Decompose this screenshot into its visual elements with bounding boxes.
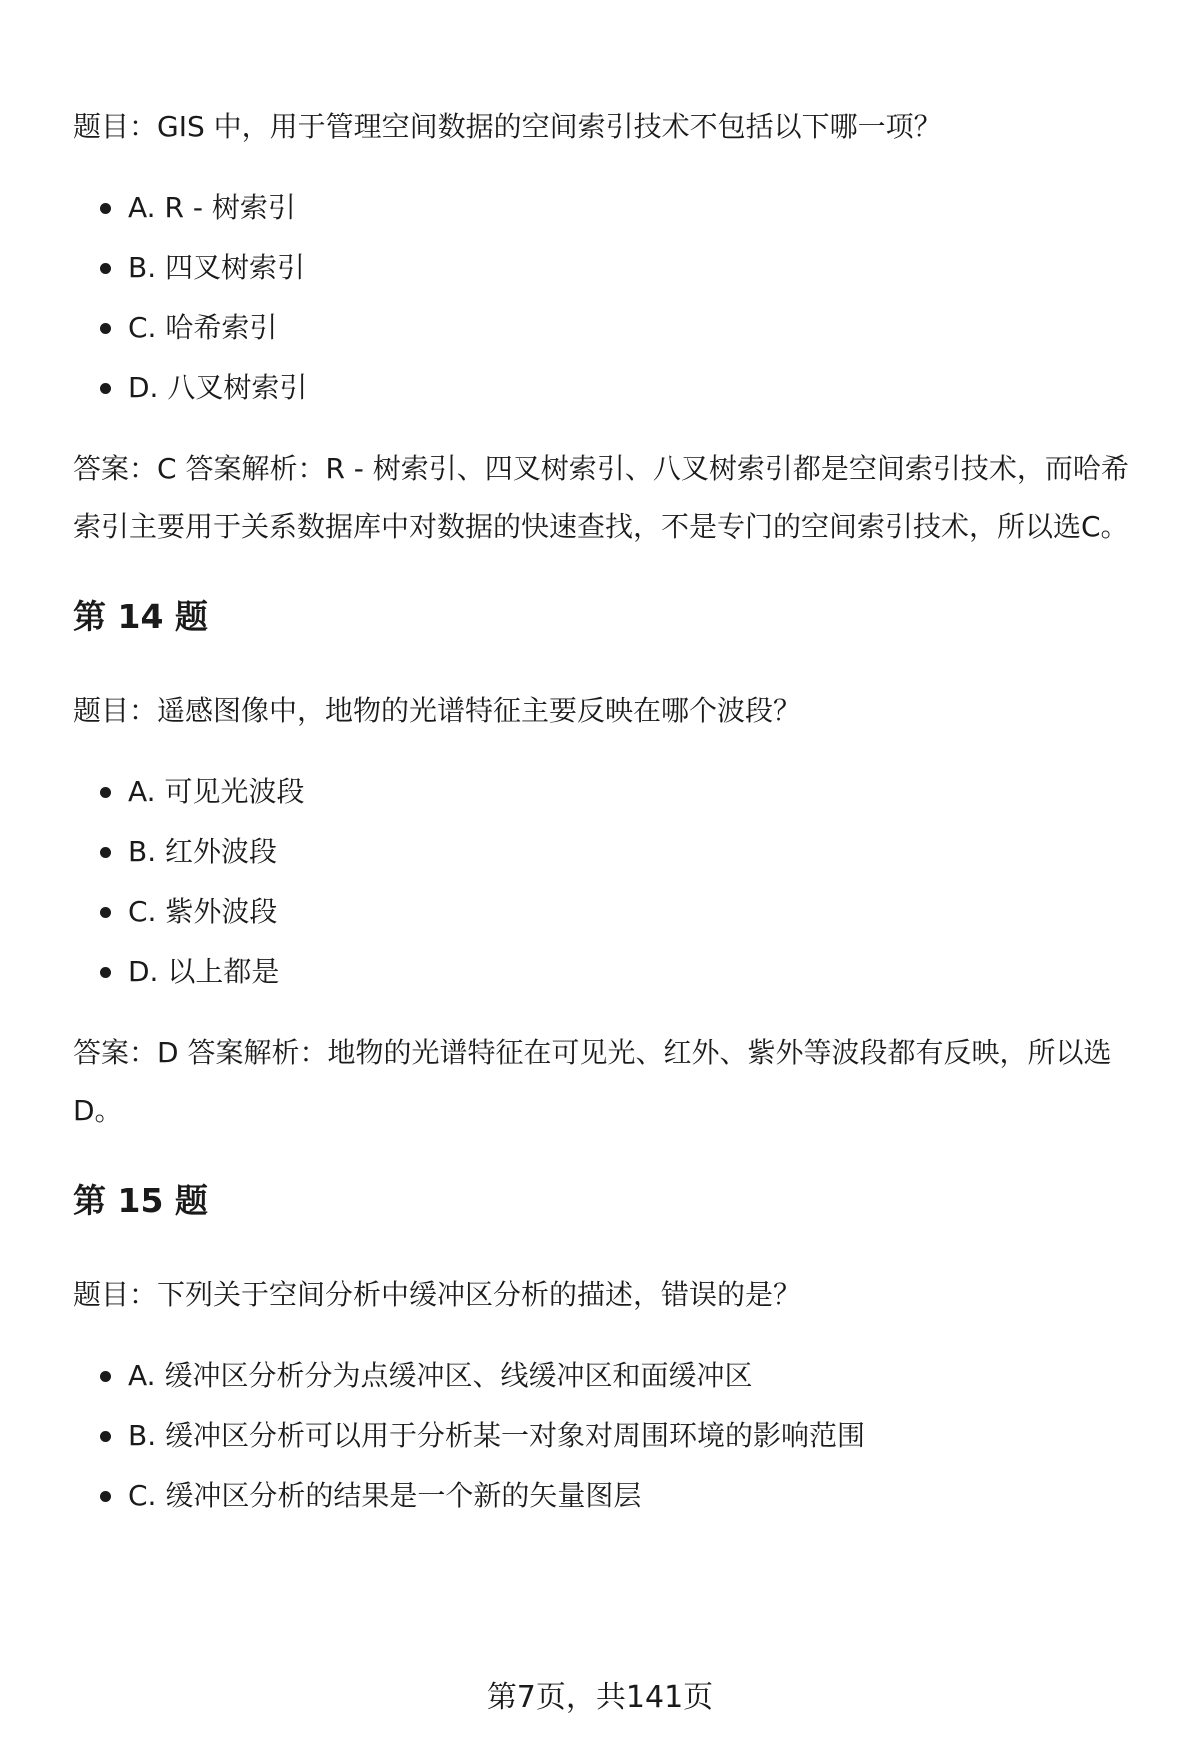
q14-options <box>73 762 1153 1002</box>
q15-option-b <box>73 1406 1153 1466</box>
bullet-icon <box>100 847 111 858</box>
q13-option-b <box>73 238 1153 298</box>
option-label: A. R - 树索引 <box>128 191 296 224</box>
bullet-icon <box>100 1491 111 1502</box>
option-label: B. 红外波段 <box>128 835 278 868</box>
q13-option-d <box>73 358 1153 418</box>
bullet-icon <box>100 967 111 978</box>
option-label: A. 缓冲区分析分为点缓冲区、线缓冲区和面缓冲区 <box>128 1359 753 1392</box>
page-number-footer: 第7页，共141页 <box>486 1680 714 1715</box>
page-content <box>73 98 1153 1548</box>
q15-heading: 第 15 题 <box>73 1181 208 1220</box>
bullet-icon <box>100 323 111 334</box>
q15-options <box>73 1346 1153 1526</box>
bullet-icon <box>100 263 111 274</box>
q14-stem: 题目：遥感图像中，地物的光谱特征主要反映在哪个波段？ <box>73 694 802 727</box>
q14-heading: 第 14 题 <box>73 597 208 636</box>
option-label: B. 缓冲区分析可以用于分析某一对象对周围环境的影响范围 <box>128 1419 866 1452</box>
q14-answer: 答案：D 答案解析：地物的光谱特征在可见光、红外、紫外等波段都有反映，所以选D。 <box>73 1036 1112 1127</box>
option-label: C. 缓冲区分析的结果是一个新的矢量图层 <box>128 1479 642 1512</box>
q14-option-b <box>73 822 1153 882</box>
q14-option-c <box>73 882 1153 942</box>
bullet-icon <box>100 383 111 394</box>
bullet-icon <box>100 1431 111 1442</box>
option-label: C. 紫外波段 <box>128 895 278 928</box>
q13-option-a <box>73 178 1153 238</box>
q13-option-c <box>73 298 1153 358</box>
bullet-icon <box>100 907 111 918</box>
q15-stem: 题目：下列关于空间分析中缓冲区分析的描述，错误的是？ <box>73 1278 802 1311</box>
q13-options <box>73 178 1153 418</box>
q14-option-a <box>73 762 1153 822</box>
option-label: A. 可见光波段 <box>128 775 305 808</box>
q13-answer: 答案：C 答案解析：R - 树索引、四叉树索引、八叉树索引都是空间索引技术，而哈希索引主要用于关系数据库中对数据的快速查找，不是专门的空间索引技术，所以选C。 <box>73 452 1129 543</box>
bullet-icon <box>100 203 111 214</box>
bullet-icon <box>100 1371 111 1382</box>
option-label: B. 四叉树索引 <box>128 251 306 284</box>
option-label: C. 哈希索引 <box>128 311 278 344</box>
option-label: D. 以上都是 <box>128 955 280 988</box>
q15-option-c <box>73 1466 1153 1526</box>
q14-option-d <box>73 942 1153 1002</box>
bullet-icon <box>100 787 111 798</box>
option-label: D. 八叉树索引 <box>128 371 308 404</box>
q13-stem: 题目：GIS 中，用于管理空间数据的空间索引技术不包括以下哪一项？ <box>73 110 942 143</box>
q15-option-a <box>73 1346 1153 1406</box>
